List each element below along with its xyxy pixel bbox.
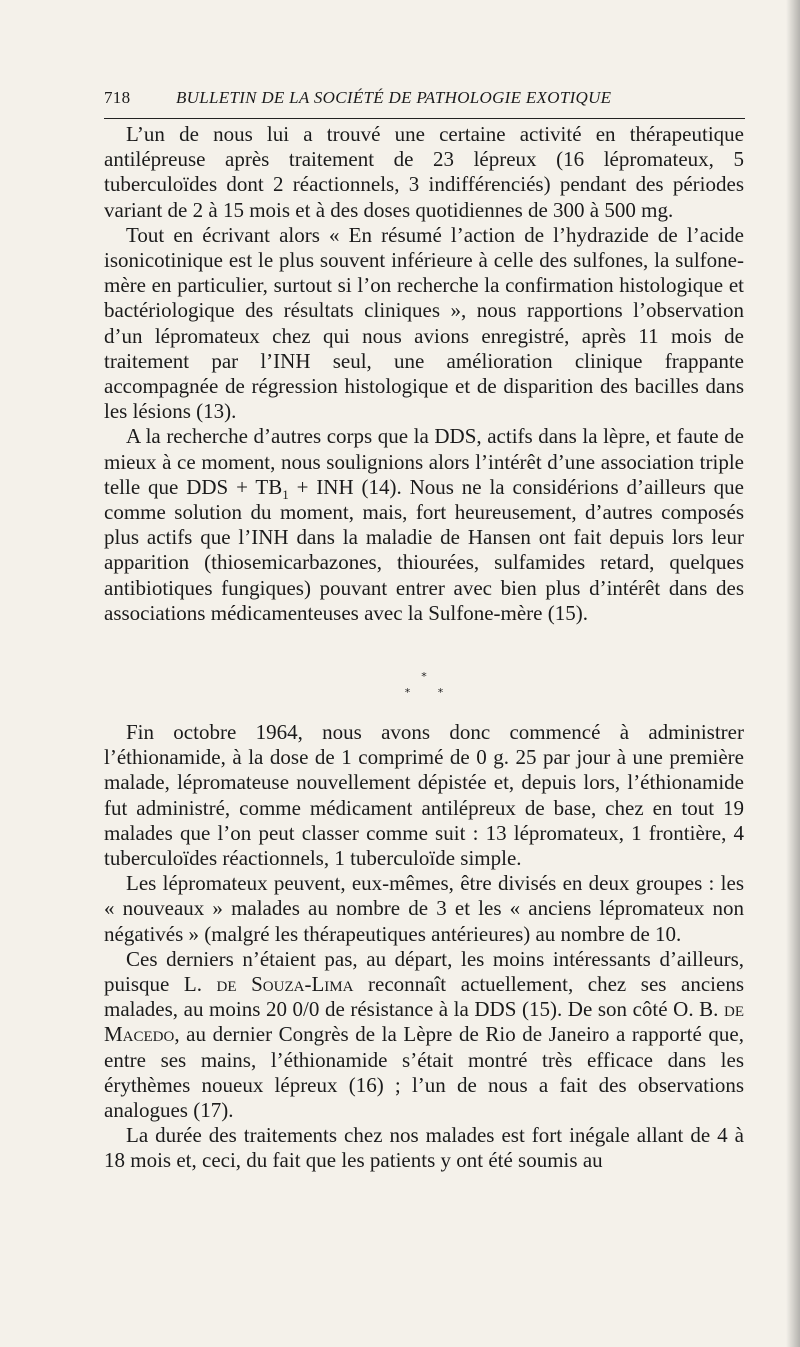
paragraph-3: [104, 424, 744, 626]
paragraph-2: Tout en écrivant alors « En résumé l’action de l’hydrazide de l’acide isonicotinique est le plus souvent inférieure à celle des sulfones, la sulfone-mère en particulier, surtout si l’on recherche la confirmation histologique et bactériologique des résultats cliniques », nous rapportions l’observation d’un lépromateux chez qui nous avions enregistré, après 11 mois de traitement par l’INH seul, une amélioration clinique frappante accompagnée de régression histologique et de disparition des bacilles dans les lésions (13).: [104, 222, 744, 424]
author-name-souza-lima: de Souza-Lima: [216, 972, 354, 997]
header-rule: [104, 118, 745, 119]
paragraph-6-part-a: Ces derniers n’étaient pas, au départ, les moins intéressants d’ailleurs, puisque L.: [104, 946, 744, 997]
article-body-lower: [104, 720, 744, 1174]
section-divider-bottom: * *: [404, 686, 456, 699]
article-body-upper: [104, 122, 744, 626]
paragraph-6-part-b: reconnaît actuellement, chez ses anciens malades, au moins 20 0/0 de résistance à la DDS (15). De son côté O. B.: [104, 972, 745, 1022]
paragraph-6-part-c: , au dernier Congrès de la Lèpre de Rio de Janeiro a rapporté que, entre ses mains, l’éthionamide s’était montré très efficace dans les érythèmes noueux lépreux (16) ; l’un de nous a fait des observations analogues (17).: [104, 1022, 744, 1123]
page-number: 718: [104, 88, 131, 107]
subscript-1: 1: [282, 487, 289, 503]
journal-title: BULLETIN DE LA SOCIÉTÉ DE PATHOLOGIE EXOTIQUE: [176, 88, 612, 107]
paragraph-7: La durée des traitements chez nos malades est fort inégale allant de 4 à 18 mois et, ceci, du fait que les patients y ont été soumis au: [104, 1123, 744, 1173]
paragraph-3-part-a: A la recherche d’autres corps que la DDS, actifs dans la lèpre, et faute de mieux à ce moment, nous soulignions alors l’intérêt d’une association triple telle que DDS + TB: [104, 424, 744, 499]
paragraph-6: [104, 947, 744, 1123]
page-edge-shadow: [786, 0, 800, 1347]
paragraph-1: L’un de nous lui a trouvé une certaine activité en thérapeutique antilépreuse après traitement de 23 lépreux (16 lépromateux, 5 tuberculoïdes dont 2 réactionnels, 3 indifférenciés) pendant des périodes variant de 2 à 15 mois et à des doses quotidiennes de 300 à 500 mg.: [104, 122, 744, 222]
paragraph-5: Les lépromateux peuvent, eux-mêmes, être divisés en deux groupes : les « nouveaux » malades au nombre de 3 et les « anciens lépromateux non négativés » (malgré les thérapeutiques antérieures) au nombre de 10.: [104, 871, 744, 946]
paragraph-4: Fin octobre 1964, nous avons donc commencé à administrer l’éthionamide, à la dose de 1 comprimé de 0 g. 25 par jour à une première malade, lépromateuse nouvellement dépistée et, depuis lors, l’éthionamide fut administré, comme médicament antilépreux de base, chez en tout 19 malades que l’on peut classer comme suit : 13 lépromateux, 1 frontière, 4 tuberculoïdes réactionnels, 1 tuberculoïde simple.: [104, 720, 744, 871]
author-name-macedo: de Macedo: [104, 997, 744, 1047]
section-divider-top: *: [421, 670, 427, 683]
running-header: [104, 88, 744, 114]
paragraph-3-part-b: + INH (14). Nous ne la considérions d’ailleurs que comme solution du moment, mais, fort heureusement, d’autres composés plus actifs que l’INH dans la maladie de Hansen ont fait depuis lors leur apparition (thiosemicarbazones, thiourées, sulfamides retard, quelques antibiotiques fungiques) pouvant entrer avec bien plus d’intérêt dans des associations médicamenteuses avec la Sulfone-mère (15).: [104, 474, 744, 625]
